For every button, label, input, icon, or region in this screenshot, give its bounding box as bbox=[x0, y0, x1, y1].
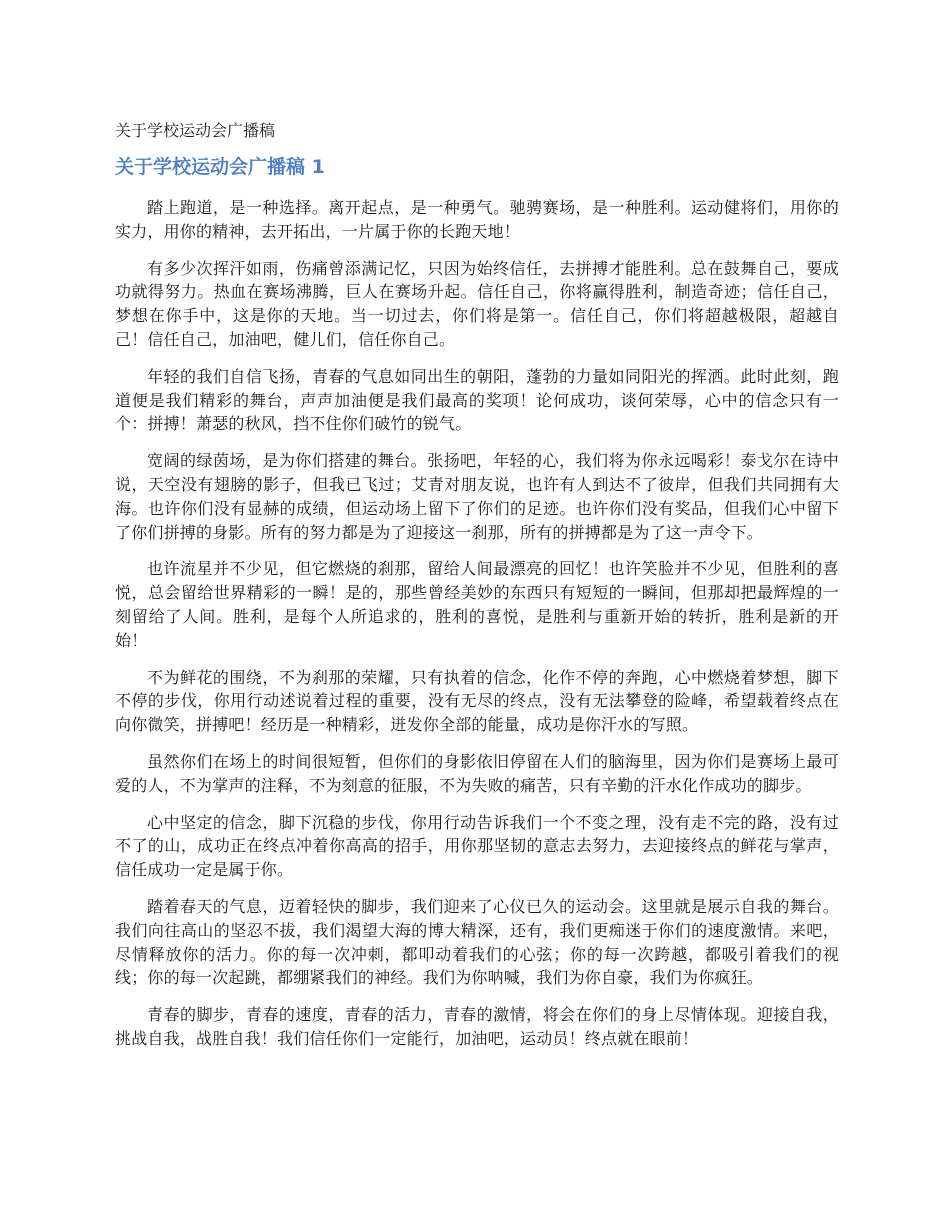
paragraph-4: 宽阔的绿茵场，是为你们搭建的舞台。张扬吧，年轻的心，我们将为你永远喝彩！泰戈尔在诗中说，天空没有翅膀的影子，但我已飞过；艾青对朋友说，也许有人到达不了彼岸，但我们共同拥有大海。也许你们没有显赫的成绩，但运动场上留下了你们的足迹。也许你们没有奖品，但我们心中留下了你们拼搏的身影。所有的努力都是为了迎接这一刹那，所有的拼搏都是为了这一声令下。 bbox=[115, 451, 839, 542]
document-page bbox=[115, 118, 839, 1064]
paragraph-5: 也许流星并不少见，但它燃烧的刹那，留给人间最漂亮的回忆！也许笑脸并不少见，但胜利的喜悦，总会留给世界精彩的一瞬！是的，那些曾经美妙的东西只有短短的一瞬间，但那却把最辉煌的一刻留给了人间。胜利，是每个人所追求的，胜利的喜悦，是胜利与重新开始的转折，胜利是新的开始！ bbox=[115, 559, 839, 650]
paragraph-3: 年轻的我们自信飞扬，青春的气息如同出生的朝阳，蓬勃的力量如同阳光的挥洒。此时此刻，跑道便是我们精彩的舞台，声声加油便是我们最高的奖项！论何成功，谈何荣辱，心中的信念只有一个：拼搏！萧瑟的秋风，挡不住你们破竹的锐气。 bbox=[115, 366, 839, 434]
paragraph-2: 有多少次挥汗如雨，伤痛曾添满记忆，只因为始终信任，去拼搏才能胜利。总在鼓舞自己，要成功就得努力。热血在赛场沸腾，巨人在赛场升起。信任自己，你将赢得胜利，制造奇迹；信任自己，梦想在你手中，这是你的天地。当一切过去，你们将是第一。信任自己，你们将超越极限，超越自己！信任自己，加油吧，健儿们，信任你自己。 bbox=[115, 258, 839, 349]
paragraph-10: 青春的脚步，青春的速度，青春的活力，青春的激情，将会在你们的身上尽情体现。迎接自我，挑战自我，战胜自我！我们信任你们一定能行，加油吧，运动员！终点就在眼前！ bbox=[115, 1005, 839, 1048]
paragraph-1: 踏上跑道，是一种选择。离开起点，是一种勇气。驰骋赛场，是一种胜利。运动健将们，用你的实力，用你的精神，去开拓出，一片属于你的长跑天地！ bbox=[115, 198, 839, 241]
section-heading: 关于学校运动会广播稿 1 bbox=[115, 156, 325, 178]
paragraph-6: 不为鲜花的围绕，不为刹那的荣耀，只有执着的信念，化作不停的奔跑，心中燃烧着梦想，脚下不停的步伐，你用行动述说着过程的重要，没有无尽的终点，没有无法攀登的险峰，希望载着终点在向你微笑，拼搏吧！经历是一种精彩，迸发你全部的能量，成功是你汗水的写照。 bbox=[115, 667, 839, 735]
paragraph-7: 虽然你们在场上的时间很短暂，但你们的身影依旧停留在人们的脑海里，因为你们是赛场上最可爱的人，不为掌声的注释，不为刻意的征服，不为失败的痛苦，只有辛勤的汗水化作成功的脚步。 bbox=[115, 751, 839, 795]
paragraph-9: 踏着春天的气息，迈着轻快的脚步，我们迎来了心仪已久的运动会。这里就是展示自我的舞台。我们向往高山的坚忍不拔，我们渴望大海的博大精深，还有，我们更痴迷于你们的速度激情。来吧，尽情释放你的活力。你的每一次冲刺，都叩动着我们的心弦；你的每一次跨越，都吸引着我们的视线；你的每一次起跳，都绷紧我们的神经。我们为你呐喊，我们为你自豪，我们为你疯狂。 bbox=[115, 896, 839, 988]
paragraph-8: 心中坚定的信念，脚下沉稳的步伐，你用行动告诉我们一个不变之理，没有走不完的路，没有过不了的山，成功正在终点冲着你高高的招手，用你那坚韧的意志去努力，去迎接终点的鲜花与掌声，信任成功一定是属于你。 bbox=[115, 812, 839, 880]
document-title: 关于学校运动会广播稿 bbox=[115, 121, 276, 140]
